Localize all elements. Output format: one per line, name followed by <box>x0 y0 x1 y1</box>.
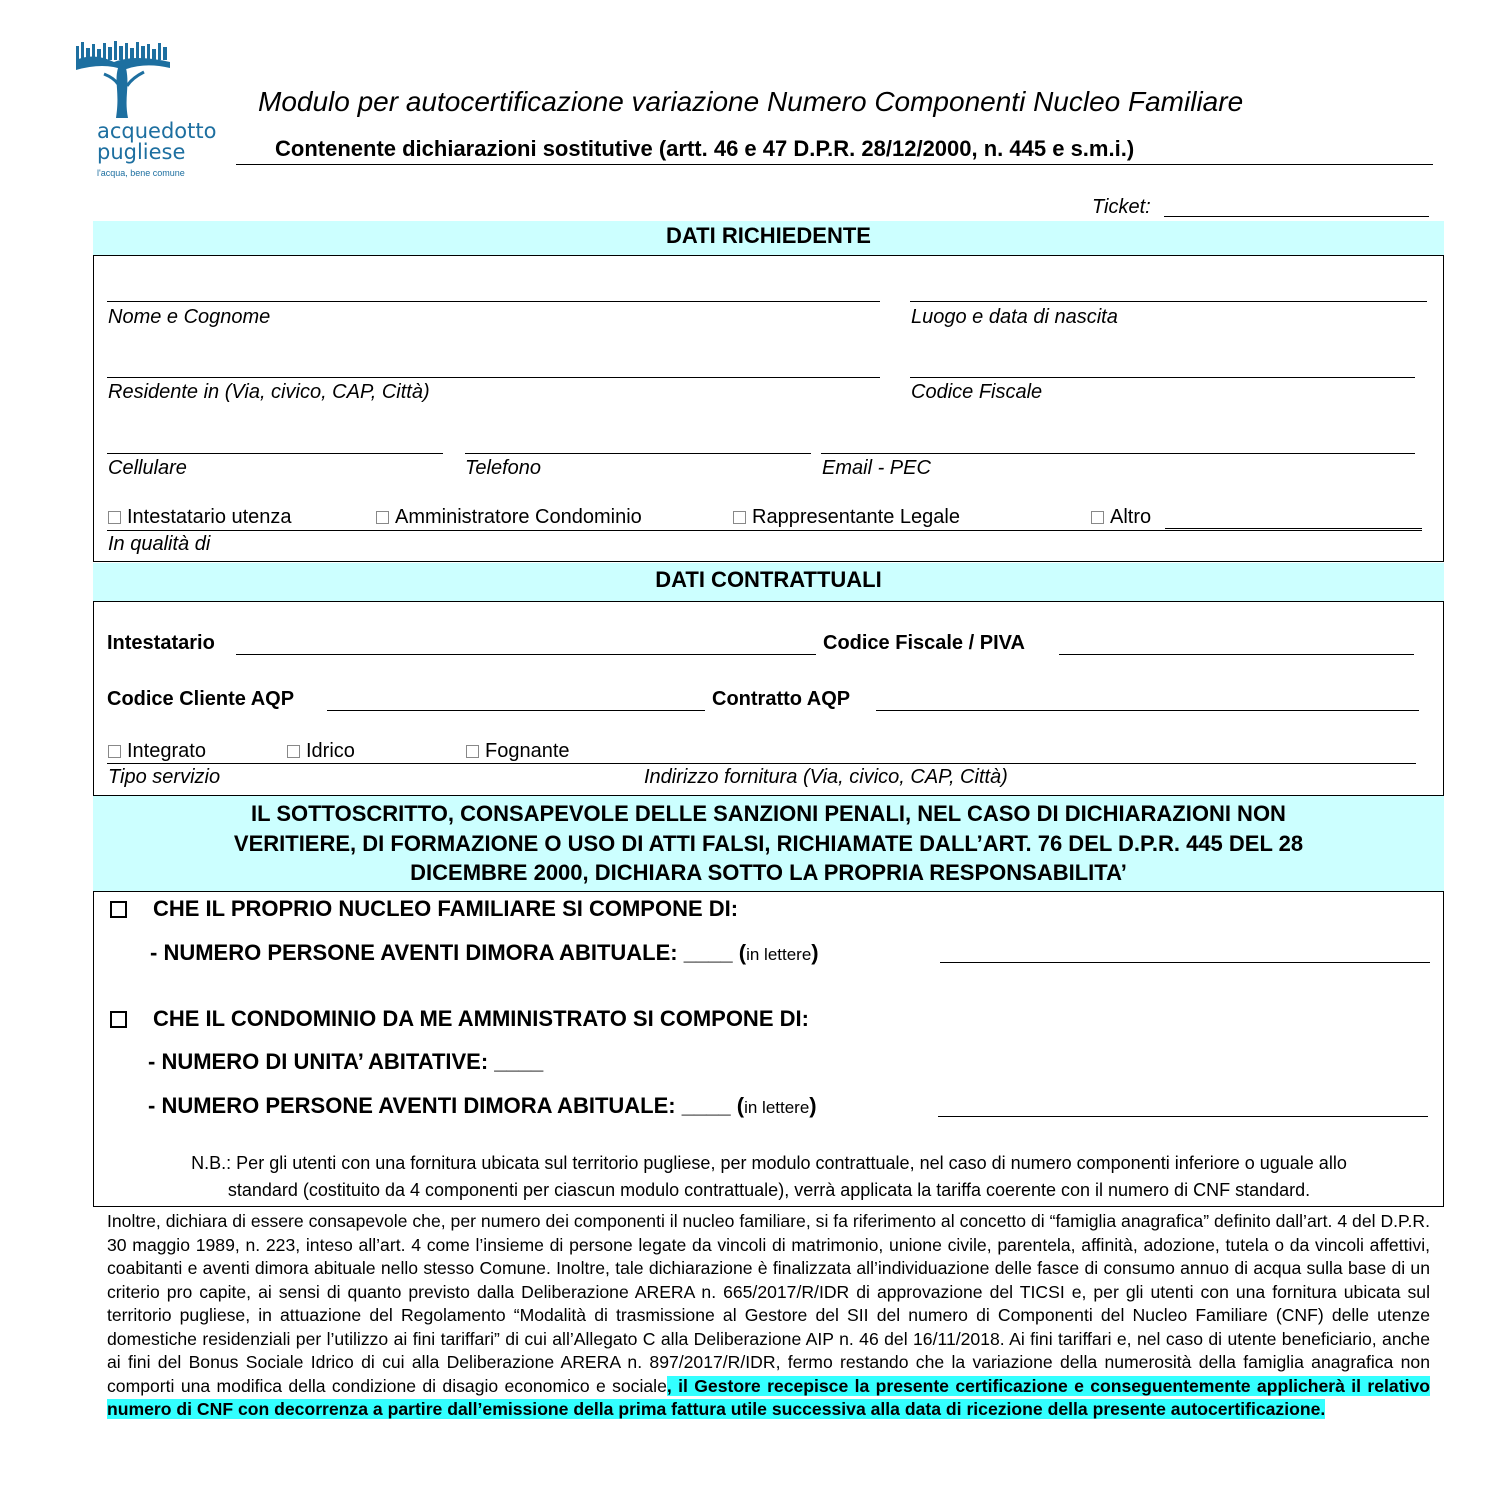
checkbox-icon <box>108 511 121 524</box>
condominio-persone-row: - NUMERO PERSONE AVENTI DIMORA ABITUALE: ____ (in lettere) <box>148 1093 817 1118</box>
residente-label: Residente in (Via, civico, CAP, Città) <box>108 381 430 403</box>
checkbox-icon <box>733 511 746 524</box>
email-field[interactable] <box>821 453 1415 454</box>
logo-tagline: l'acqua, bene comune <box>97 168 185 178</box>
qualita-line <box>107 530 1422 531</box>
nb-note: N.B.: Per gli utenti con una fornitura ubicata sul territorio pugliese, per modulo contrattuale, nel caso di numero componenti inferiore o uguale allo standard (costituito da 4 componenti per ciascun modulo contrattuale), verrà applicata la tariffa coerente con il numero di CNF standard. <box>191 1153 1347 1200</box>
option-integrato[interactable]: Integrato <box>108 740 206 763</box>
option-idrico[interactable]: Idrico <box>287 740 355 763</box>
condominio-option-label: CHE IL CONDOMINIO DA ME AMMINISTRATO SI COMPONE DI: <box>153 1006 809 1031</box>
checkbox-icon <box>108 745 121 758</box>
telefono-field[interactable] <box>465 453 811 454</box>
contratto-field[interactable] <box>876 710 1419 711</box>
page-subtitle: Contenente dichiarazioni sostitutive (artt. 46 e 47 D.P.R. 28/12/2000, n. 445 e s.m.i.) <box>275 136 1135 161</box>
codice-cliente-label: Codice Cliente AQP <box>107 688 295 710</box>
telefono-label: Telefono <box>465 457 541 479</box>
company-logo <box>72 40 242 182</box>
email-label: Email - PEC <box>822 457 931 479</box>
option-altro[interactable]: Altro <box>1091 506 1151 529</box>
nucleo-persone-lettere-field[interactable] <box>940 962 1430 963</box>
checkbox-icon <box>1091 511 1104 524</box>
condominio-persone-lettere-field[interactable] <box>938 1116 1428 1117</box>
cellulare-label: Cellulare <box>108 457 187 479</box>
logo-brand-line2: pugliese <box>97 140 186 164</box>
qualita-label: In qualità di <box>108 533 211 555</box>
intestatario-field[interactable] <box>236 654 816 655</box>
nome-field[interactable] <box>107 301 880 302</box>
contratto-label: Contratto AQP <box>712 688 851 710</box>
highlighted-statement: , il Gestore recepisce la presente certificazione e conseguentemente applicherà il relativo numero di CNF con decorrenza a partire dall’emissione della prima fattura utile successiva alla data di ricezione della presente autocertificazione. <box>107 1375 1430 1419</box>
checkbox-icon <box>466 745 479 758</box>
cellulare-field[interactable] <box>107 453 443 454</box>
tree-skyline-logo-icon <box>74 40 174 120</box>
condominio-checkbox[interactable] <box>110 1011 127 1028</box>
cf-piva-field[interactable] <box>1059 654 1414 655</box>
option-fognante[interactable]: Fognante <box>466 740 570 763</box>
nome-label: Nome e Cognome <box>108 306 271 328</box>
nucleo-checkbox[interactable] <box>110 901 127 918</box>
indirizzo-field[interactable] <box>107 763 1416 764</box>
ticket-field[interactable] <box>1164 216 1429 217</box>
luogo-label: Luogo e data di nascita <box>911 306 1118 328</box>
cf-piva-label: Codice Fiscale / PIVA <box>823 632 1025 654</box>
option-amministratore[interactable]: Amministratore Condominio <box>376 506 642 529</box>
declaration-line-3: DICEMBRE 2000, DICHIARA SOTTO LA PROPRIA RESPONSABILITA’ <box>410 860 1127 885</box>
logo-brand-line1: acquedotto <box>97 119 217 143</box>
residente-field[interactable] <box>107 377 880 378</box>
section-heading-richiedente: DATI RICHIEDENTE <box>93 221 1444 255</box>
checkbox-icon <box>287 745 300 758</box>
checkbox-icon <box>376 511 389 524</box>
codice-fiscale-label: Codice Fiscale <box>911 381 1043 403</box>
tipo-servizio-label: Tipo servizio <box>108 766 221 788</box>
page-title: Modulo per autocertificazione variazione Numero Componenti Nucleo Familiare <box>258 86 1244 117</box>
codice-fiscale-field[interactable] <box>910 377 1415 378</box>
option-rappresentante[interactable]: Rappresentante Legale <box>733 506 960 529</box>
declaration-line-2: VERITIERE, DI FORMAZIONE O USO DI ATTI FALSI, RICHIAMATE DALL’ART. 76 DEL D.P.R. 445 DEL 28 <box>233 830 1304 856</box>
luogo-field[interactable] <box>910 301 1427 302</box>
codice-cliente-field[interactable] <box>327 710 705 711</box>
nucleo-persone-row: - NUMERO PERSONE AVENTI DIMORA ABITUALE: ____ (in lettere) <box>150 940 819 965</box>
legal-paragraph: Inoltre, dichiara di essere consapevole che, per numero dei componenti il nucleo familiare, si fa riferimento al concetto di “famiglia anagrafica” definito dall’art. 4 del D.P.R. 30 maggio 1989, n. 223, inteso all’art. 4 come l’insieme di persone legate da vincoli di matrimonio, unione civile, parentela, affinità, adozione, tutela o da vincoli affettivi, coabitanti e aventi dimora abituale nello stesso Comune. Inoltre, tale dichiarazione è finalizzata all’individuazione delle fasce di consumo annuo di acqua sulla base di un criterio pro capite, ai sensi di quanto previsto dalla Deliberazione ARERA n. 665/2017/R/IDR di approvazione del TICSI e, per gli utenti con una fornitura ubicata sul territorio pugliese, in attuazione del Regolamento “Modalità di trasmissione al Gestore del SII del numero di Componenti del Nucleo Familiare (CNF) delle utenze domestiche residenziali per l’utilizzo ai fini tariffari” di cui all’Allegato C alla Deliberazione AIP n. 46 del 16/11/2018. Ai fini tariffari e, nel caso di utente beneficiario, anche ai fini del Bonus Sociale Idrico di cui alla Deliberazione ARERA n. 897/2017/R/IDR, fermo restando che la variazione della numerosità della famiglia anagrafica non comporti una modifica della condizione di disagio economico e sociale, il Gestore recepisce la presente certificazione e conseguentemente applicherà il relativo numero di CNF con decorrenza a partire dall’emissione della prima fattura utile successiva alla data di ricezione della presente autocertificazione. <box>107 1211 1430 1419</box>
intestatario-label: Intestatario <box>107 632 215 654</box>
ticket-label: Ticket: <box>1092 196 1151 218</box>
declaration-heading <box>93 796 1444 891</box>
condominio-unita-row: - NUMERO DI UNITA’ ABITATIVE: ____ <box>148 1049 544 1074</box>
option-intestatario[interactable]: Intestatario utenza <box>108 506 292 529</box>
nucleo-option-label: CHE IL PROPRIO NUCLEO FAMILIARE SI COMPONE DI: <box>153 896 739 921</box>
declaration-line-1: IL SOTTOSCRITTO, CONSAPEVOLE DELLE SANZIONI PENALI, NEL CASO DI DICHIARAZIONI NON <box>251 801 1286 826</box>
section-heading-contrattuali: DATI CONTRATTUALI <box>93 563 1444 601</box>
title-divider <box>236 164 1433 165</box>
altro-field[interactable] <box>1165 528 1422 529</box>
indirizzo-label: Indirizzo fornitura (Via, civico, CAP, Città) <box>644 766 1008 788</box>
